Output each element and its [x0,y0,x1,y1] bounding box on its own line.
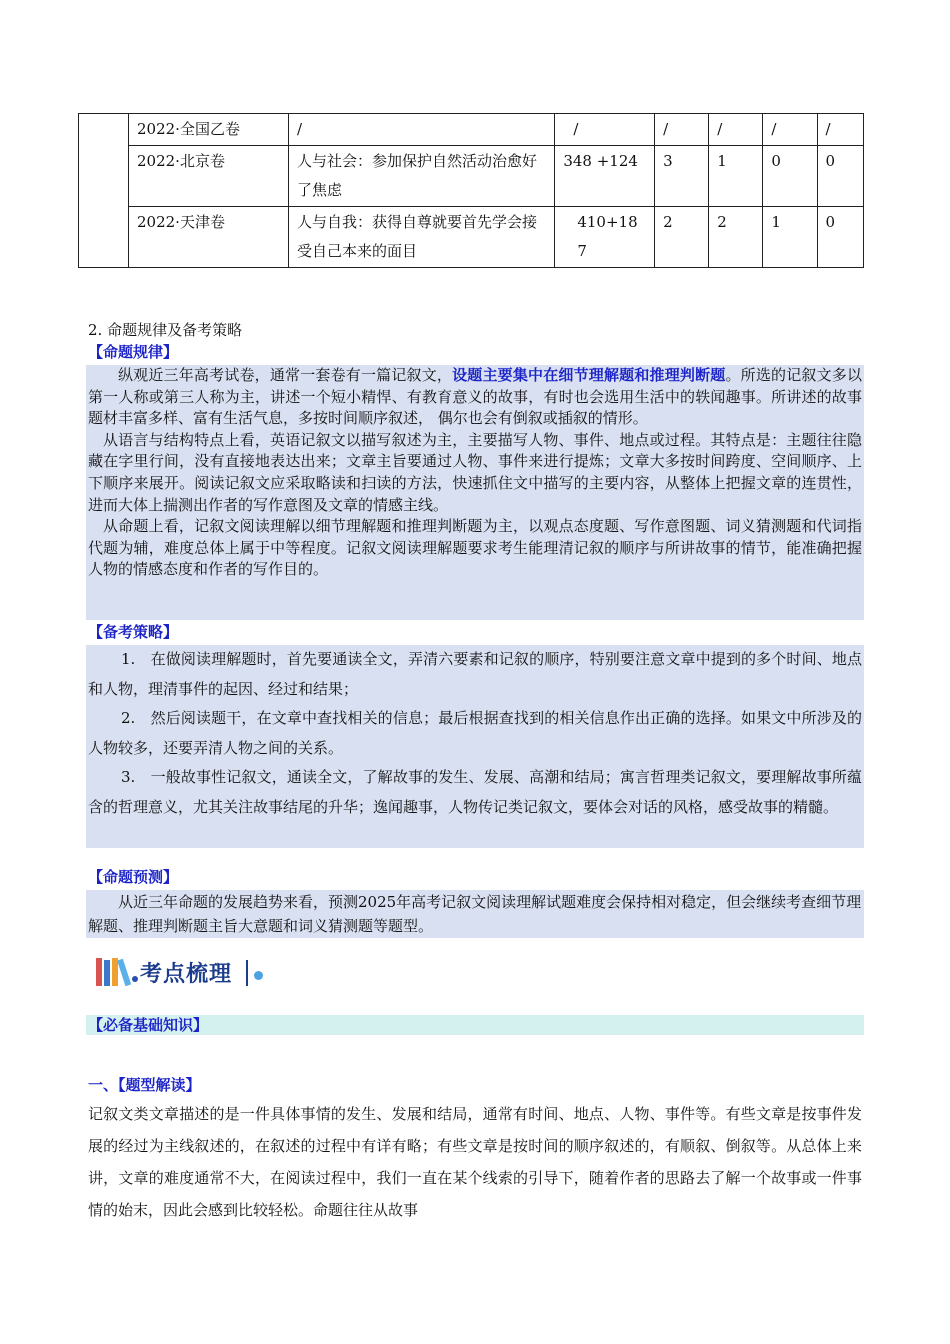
strategy-block [86,645,864,848]
topic-cell: / [288,114,554,146]
highlight-text: 设题主要集中在细节理解题和推理判断题 [452,366,726,384]
count-cell: 0 [763,146,817,207]
exam-cell: 2022·全国乙卷 [129,114,289,146]
words-cell: 348 +124 [555,146,655,207]
count-cell: 0 [817,207,863,268]
forecast-block [86,890,864,938]
words-cell: 410+187 [555,207,655,268]
count-cell: 1 [709,146,763,207]
count-cell: / [763,114,817,146]
strategy-item: 1. 在做阅读理解题时，首先要通读全文，弄清六要素和记叙的顺序，特别要注意文章中提到的多个时间、地点和人物，理清事件的起因、经过和结果； [88,650,862,698]
rule-tag: 【命题规律】 [88,343,179,361]
badge-dot [254,971,263,980]
count-cell: 0 [817,146,863,207]
count-cell: 2 [709,207,763,268]
table-row [79,146,864,207]
count-cell: 3 [655,146,709,207]
count-cell: 2 [655,207,709,268]
forecast-tag: 【命题预测】 [88,868,179,886]
section-heading: 2. 命题规律及备考策略 [88,321,243,339]
count-cell: / [655,114,709,146]
section-one-body: 记叙文类文章描述的是一件具体事情的发生、发展和结局，通常有时间、地点、人物、事件等。有些文章是按事件发展的经过为主线叙述的，在叙述的过程中有详有略；有些文章是按时间的顺序叙述的，有顺叙、倒叙等。从总体上来讲，文章的难度通常不大，在阅读过程中，我们一直在某个线索的引导下，随着作者的思路去了解一个故事或一件事情的始末，因此会感到比较轻松。命题往往从故事 [88,1105,862,1219]
table-row [79,114,864,146]
badge-title: 考点梳理 [140,962,233,987]
badge-dot [132,976,138,982]
forecast-paragraph: 从近三年命题的发展趋势来看，预测2025年高考记叙文阅读理解试题难度会保持相对稳定，但会继续考查细节理解题、推理判断题主旨大意题和词义猜测题等题型。 [88,893,862,935]
exam-table [78,113,864,268]
topic-cell: 人与自我：获得自尊就要首先学会接受自己本来的面目 [288,207,554,268]
section-one-heading: 一、【题型解读】 [88,1076,201,1094]
table-row [79,207,864,268]
count-cell: 1 [763,207,817,268]
section-badge [94,952,294,994]
knowledge-bar: 【必备基础知识】 [86,1015,864,1035]
badge-divider [246,960,248,986]
strategy-tag: 【备考策略】 [88,623,179,641]
rule-paragraph: 从命题上看，记叙文阅读理解以细节理解题和推理判断题为主，以观点态度题、写作意图题、词义猜测题和代词指代题为辅，难度总体上属于中等程度。记叙文阅读理解题要求考生能理清记叙的顺序与所讲故事的情节，能准确把握人物的情感态度和作者的写作目的。 [88,517,862,579]
exam-cell: 2022·天津卷 [129,207,289,268]
books-icon [94,956,134,988]
rule-paragraph: 纵观近三年高考试卷，通常一套卷有一篇记叙文，设题主要集中在细节理解题和推理判断题。所选的记叙文多以第一人称或第三人称为主，讲述一个短小精悍、有教育意义的故事，有时也会选用生活中的轶闻趣事。所讲述的故事题材丰富多样、富有生活气息，多按时间顺序叙述， 偶尔也会有倒叙或插叙的情形。 [88,366,862,428]
strategy-item: 3. 一般故事性记叙文，通读全文，了解故事的发生、发展、高潮和结局；寓言哲理类记叙文，要理解故事所蕴含的哲理意义，尤其关注故事结尾的升华；逸闻趣事，人物传记类记叙文，要体会对话的风格，感受故事的精髓。 [88,768,862,816]
rule-paragraph: 从语言与结构特点上看，英语记叙文以描写叙述为主，主要描写人物、事件、地点或过程。其特点是：主题往往隐藏在字里行间，没有直接地表达出来；文章主旨要通过人物、事件来进行提炼；文章大多按时间跨度、空间顺序、上下顺序来展开。阅读记叙文应采取略读和扫读的方法，快速抓住文中描写的主要内容，从整体上把握文章的连贯性，进而大体上揣测出作者的写作意图及文章的情感主线。 [88,430,862,514]
words-cell: / [555,114,655,146]
topic-cell: 人与社会：参加保护自然活动治愈好了焦虑 [288,146,554,207]
table-merged-cell [79,114,129,268]
exam-cell: 2022·北京卷 [129,146,289,207]
strategy-item: 2. 然后阅读题干，在文章中查找相关的信息；最后根据查找到的相关信息作出正确的选择。如果文中所涉及的人物较多，还要弄清人物之间的关系。 [88,709,862,757]
count-cell: / [709,114,763,146]
rule-block [86,365,864,620]
count-cell: / [817,114,863,146]
